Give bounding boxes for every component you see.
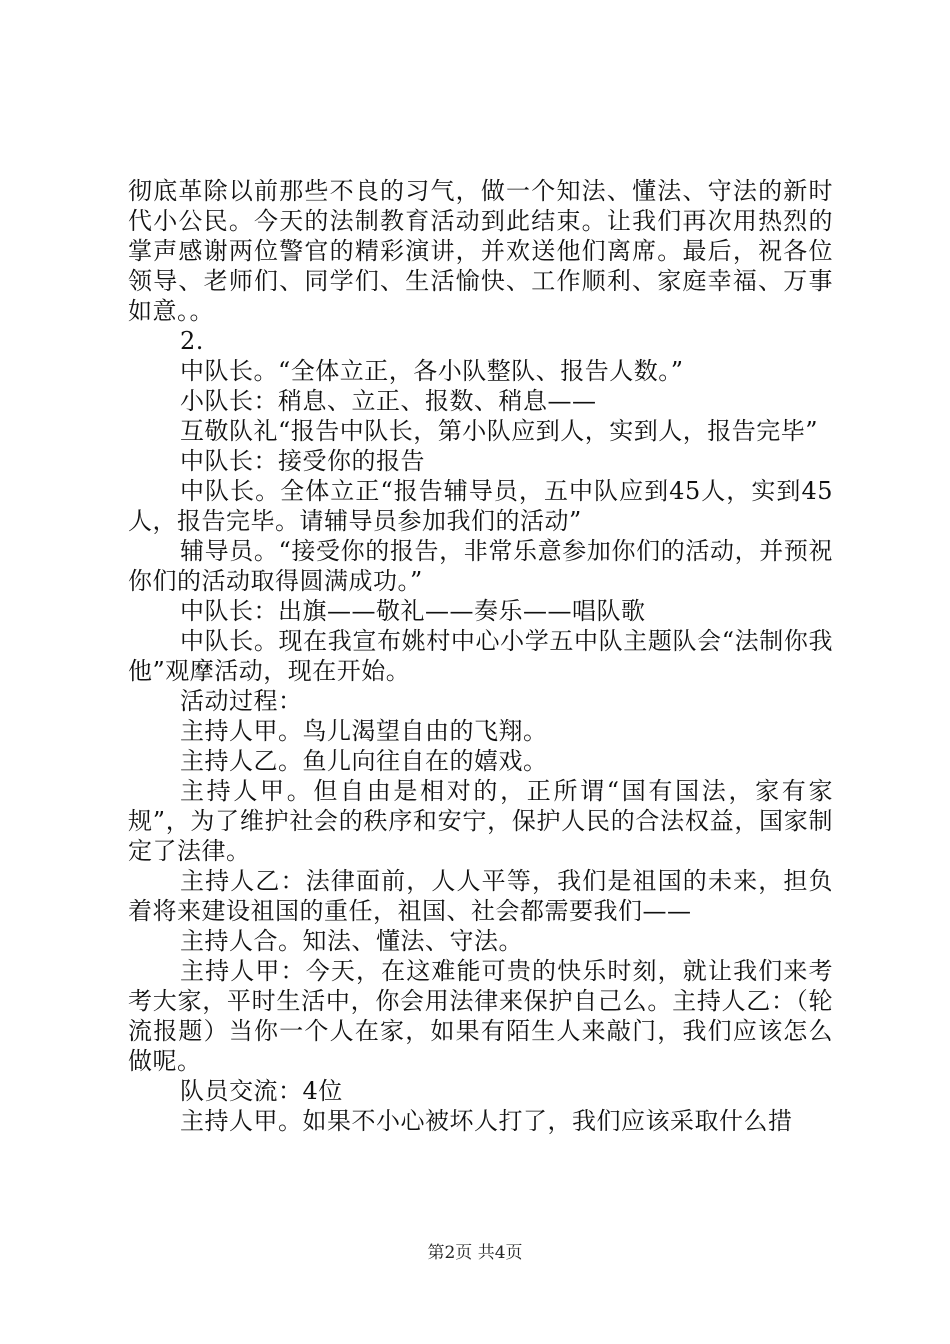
- paragraph: 彻底革除以前那些不良的习气，做一个知法、懂法、守法的新时代小公民。今天的法制教育活动到此结束。让我们再次用热烈的掌声感谢两位警官的精彩演讲，并欢送他们离席。最后，祝各位领导、老师们、同学们、生活愉快、工作顺利、家庭幸福、万事如意。。: [128, 177, 833, 325]
- paragraph: 互敬队礼“报告中队长，第小队应到人，实到人，报告完毕”: [180, 417, 819, 445]
- paragraph: 主持人乙。鱼儿向往自在的嬉戏。: [180, 747, 548, 775]
- paragraph: 中队长：接受你的报告: [180, 447, 425, 475]
- paragraph: 中队长：出旗——敬礼——奏乐——唱队歌: [180, 597, 646, 625]
- paragraph: 主持人甲：今天，在这难能可贵的快乐时刻，就让我们来考考大家，平时生活中，你会用法律来保护自己么。主持人乙：（轮流报题）当你一个人在家，如果有陌生人来敲门，我们应该怎么做呢。: [128, 957, 833, 1075]
- paragraph: 2.: [180, 327, 204, 355]
- paragraph: 主持人甲。鸟儿渴望自由的飞翔。: [180, 717, 548, 745]
- paragraph: 主持人乙：法律面前，人人平等，我们是祖国的未来，担负着将来建设祖国的重任，祖国、社会都需要我们——: [128, 867, 833, 925]
- paragraph: 小队长：稍息、立正、报数、稍息——: [180, 387, 597, 415]
- paragraph: 主持人甲。但自由是相对的，正所谓“国有国法，家有家规”，为了维护社会的秩序和安宁，保护人民的合法权益，国家制定了法律。: [128, 777, 833, 865]
- page-footer: [0, 1242, 950, 1264]
- paragraph: 主持人甲。如果不小心被坏人打了，我们应该采取什么措: [180, 1107, 793, 1135]
- paragraph: 队员交流：4位: [180, 1077, 343, 1105]
- paragraph: 中队长。现在我宣布姚村中心小学五中队主题队会“法制你我他”观摩活动，现在开始。: [128, 627, 833, 685]
- paragraph: 中队长。全体立正“报告辅导员，五中队应到45人，实到45人，报告完毕。请辅导员参加我们的活动”: [128, 477, 833, 535]
- document-body: [128, 176, 833, 1136]
- paragraph: 主持人合。知法、懂法、守法。: [180, 927, 523, 955]
- paragraph: 辅导员。“接受你的报告，非常乐意参加你们的活动，并预祝你们的活动取得圆满成功。”: [128, 537, 833, 595]
- paragraph: 中队长。“全体立正，各小队整队、报告人数。”: [180, 357, 684, 385]
- page-number-label: 第2页 共4页: [427, 1243, 523, 1263]
- paragraph: 活动过程：: [180, 687, 303, 715]
